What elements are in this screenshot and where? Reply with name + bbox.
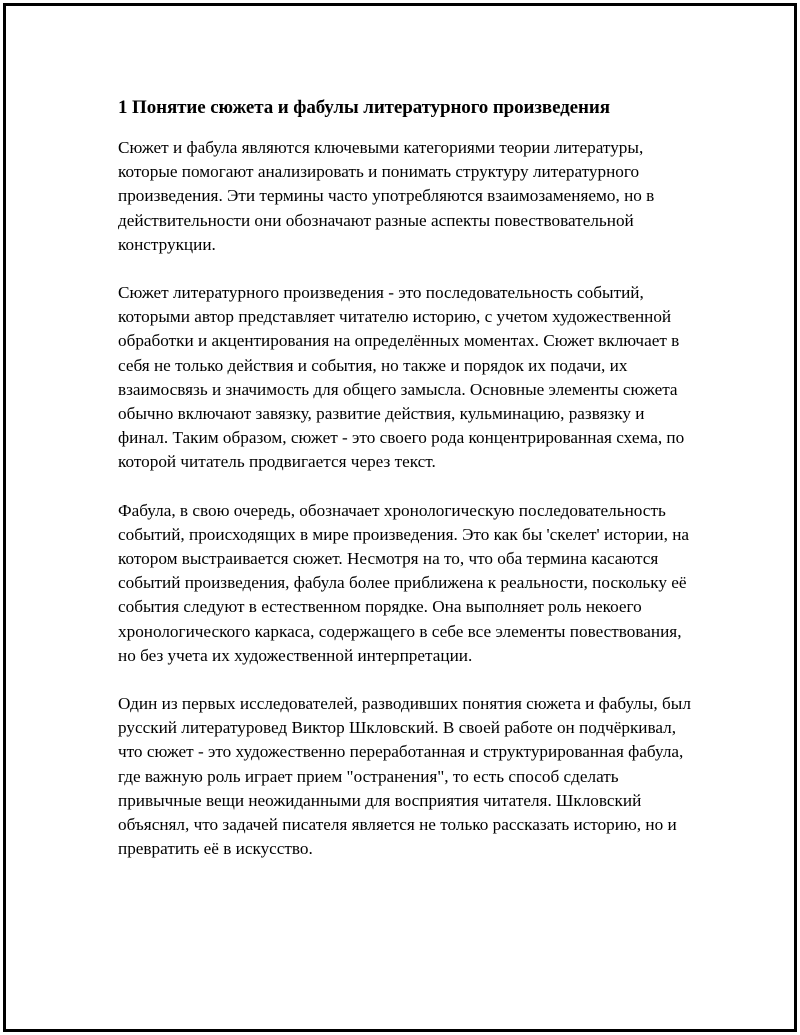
paragraph-2: Сюжет литературного произведения - это последовательность событий, которыми автор представляет читателю историю, с учетом художественной обработки и акцентирования на определённых моментах. Сюжет включает в себя не только действия и события, но также и порядок их подачи, их взаимосвязь и значимость для общего замысла. Основные элементы сюжета обычно включают завязку, развитие действия, кульминацию, развязку и финал. Таким образом, сюжет - это своего рода концентрированная схема, по которой читатель продвигается через текст.	[118, 283, 685, 472]
document-body	[118, 96, 692, 885]
section-heading: 1 Понятие сюжета и фабулы литературного произведения	[118, 97, 610, 118]
paragraph-1: Сюжет и фабула являются ключевыми категориями теории литературы, которые помогают анализировать и понимать структуру литературного произведения. Эти термины часто употребляются взаимозаменяемо, но в действительности они обозначают разные аспекты повествовательной конструкции.	[118, 138, 655, 254]
paragraph-4: Один из первых исследователей, разводивших понятия сюжета и фабулы, был русский литературовед Виктор Шкловский. В своей работе он подчёркивал, что сюжет - это художественно переработанная и структурированная фабула, где важную роль играет прием "остранения", то есть способ сделать привычные вещи неожиданными для восприятия читателя. Шкловский объяснял, что задачей писателя является не только рассказать историю, но и превратить её в искусство.	[118, 694, 691, 859]
paragraph-3: Фабула, в свою очередь, обозначает хронологическую последовательность событий, происходящих в мире произведения. Это как бы 'скелет' истории, на котором выстраивается сюжет. Несмотря на то, что оба термина касаются событий произведения, фабула более приближена к реальности, поскольку её события следуют в естественном порядке. Она выполняет роль некоего хронологического каркаса, содержащего в себе все элементы повествования, но без учета их художественной интерпретации.	[118, 500, 690, 665]
